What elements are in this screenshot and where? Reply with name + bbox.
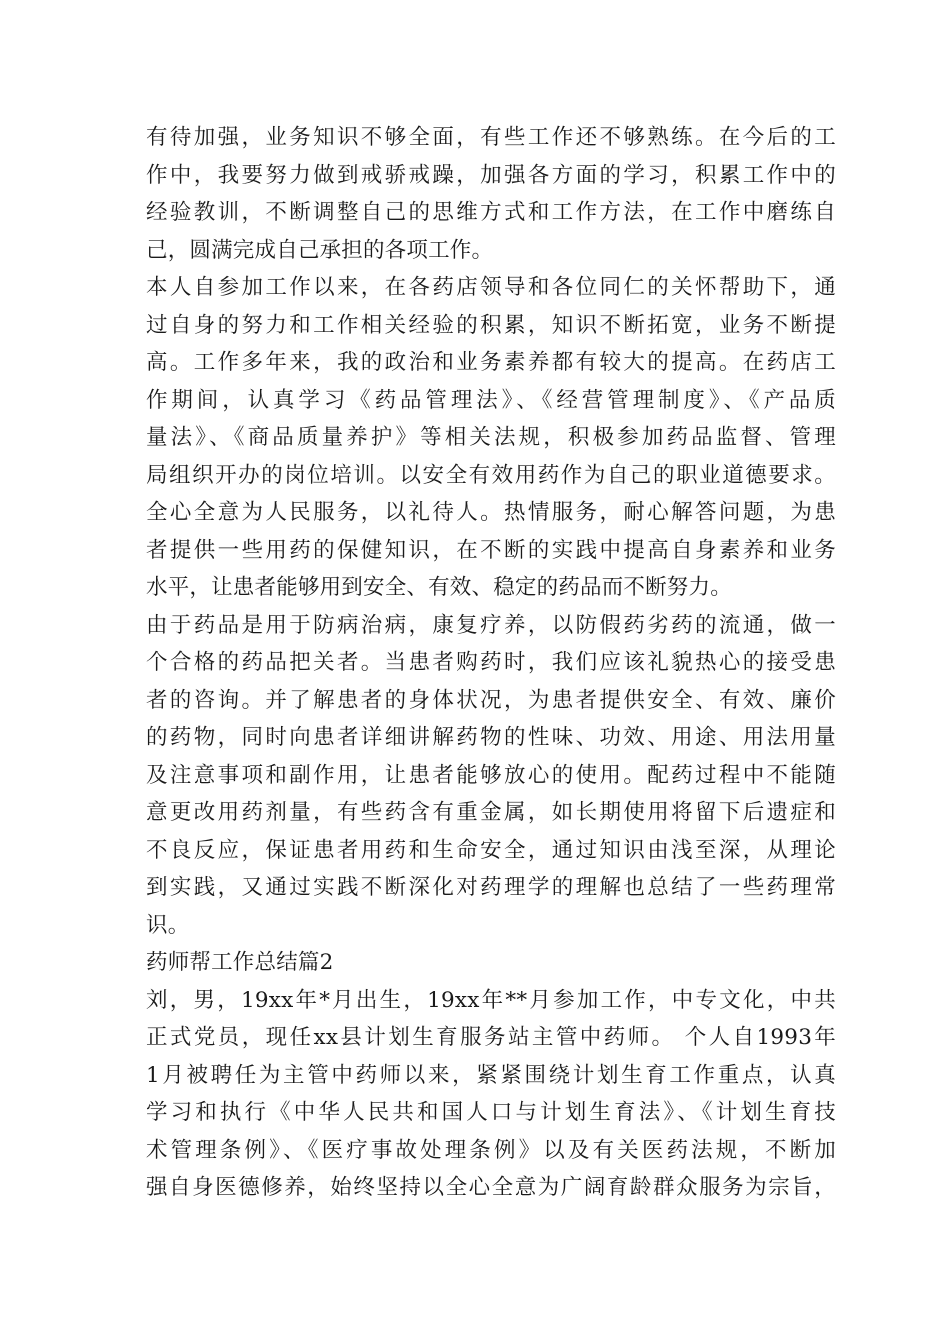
text-line: 水平，让患者能够用到安全、有效、稳定的药品而不断努力。 <box>146 575 732 600</box>
text-line: 的药物，同时向患者详细讲解药物的性味、功效、用途、用法用量 <box>146 725 836 750</box>
text-line: 有待加强，业务知识不够全面，有些工作还不够熟练。在今后的工 <box>146 125 836 150</box>
text-line: 个合格的药品把关者。当患者购药时，我们应该礼貌热心的接受患 <box>146 650 836 675</box>
text-line: 局组织开办的岗位培训。以安全有效用药作为自己的职业道德要求。 <box>146 462 836 488</box>
text-line: 正式党员，现任xx县计划生育服务站主管中药师。 个人自1993年 <box>146 1025 836 1050</box>
text-line: 本人自参加工作以来，在各药店领导和各位同仁的关怀帮助下，通 <box>146 275 836 300</box>
section-heading: 药师帮工作总结篇2 <box>146 950 334 975</box>
text-line: 术管理条例》、《医疗事故处理条例》以及有关医药法规，不断加 <box>146 1137 836 1163</box>
text-line: 作中，我要努力做到戒骄戒躁，加强各方面的学习，积累工作中的 <box>146 162 836 188</box>
text-line: 1月被聘任为主管中药师以来，紧紧围绕计划生育工作重点，认真 <box>146 1062 836 1088</box>
text-line: 识。 <box>146 912 190 938</box>
text-line: 不良反应，保证患者用药和生命安全，通过知识由浅至深，从理论 <box>146 837 836 863</box>
text-line: 经验教训，不断调整自己的思维方式和工作方法，在工作中磨练自 <box>146 200 836 225</box>
document-body <box>146 119 836 1207</box>
text-line: 学习和执行《中华人民共和国人口与计划生育法》、《计划生育技 <box>146 1100 836 1125</box>
text-line: 全心全意为人民服务，以礼待人。热情服务，耐心解答问题，为患 <box>146 500 836 525</box>
text-line: 量法》、《商品质量养护》等相关法规，积极参加药品监督、管理 <box>146 425 836 450</box>
text-line: 者提供一些用药的保健知识，在不断的实践中提高自身素养和业务 <box>146 537 836 563</box>
text-line: 刘，男，19xx年*月出生，19xx年**月参加工作，中专文化，中共 <box>146 987 836 1013</box>
text-line: 作期间，认真学习《药品管理法》、《经营管理制度》、《产品质 <box>146 387 836 413</box>
text-line: 由于药品是用于防病治病，康复疗养，以防假药劣药的流通，做一 <box>146 612 836 638</box>
text-line: 意更改用药剂量，有些药含有重金属，如长期使用将留下后遗症和 <box>146 800 836 825</box>
text-line: 过自身的努力和工作相关经验的积累，知识不断拓宽，业务不断提 <box>146 312 836 338</box>
text-line: 者的咨询。并了解患者的身体状况，为患者提供安全、有效、廉价 <box>146 687 836 713</box>
text-line: 到实践，又通过实践不断深化对药理学的理解也总结了一些药理常 <box>146 875 836 900</box>
text-line: 及注意事项和副作用，让患者能够放心的使用。配药过程中不能随 <box>146 762 836 788</box>
text-line: 己，圆满完成自己承担的各项工作。 <box>146 237 494 263</box>
text-line: 强自身医德修养，始终坚持以全心全意为广阔育龄群众服务为宗旨， <box>146 1175 836 1200</box>
text-line: 高。工作多年来，我的政治和业务素养都有较大的提高。在药店工 <box>146 350 836 375</box>
